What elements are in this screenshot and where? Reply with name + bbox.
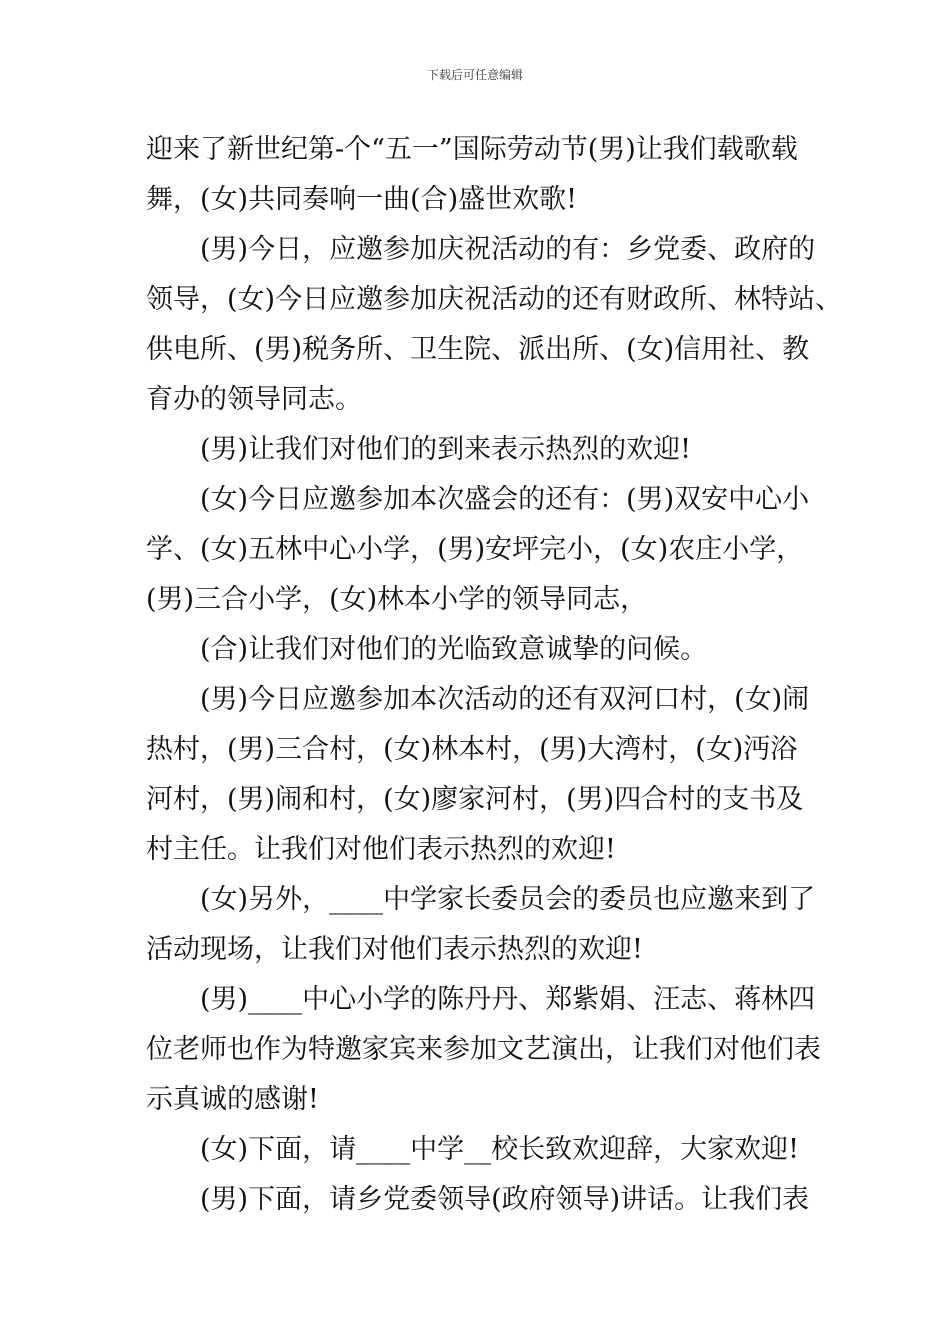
text-line: (女)下面，请____中学__校长致欢迎辞，大家欢迎! xyxy=(200,1134,799,1165)
text-line: 位老师也作为特邀家宾来参加文艺演出，让我们对他们表 xyxy=(146,1034,821,1065)
text-line: (女)另外，____中学家长委员会的委员也应邀来到了 xyxy=(200,884,816,915)
text-line: 学、(女)五林中心小学，(男)安坪完小，(女)农庄小学， xyxy=(146,534,804,565)
text-line: 活动现场，让我们对他们表示热烈的欢迎! xyxy=(146,934,643,965)
text-line: (女)今日应邀参加本次盛会的还有：(男)双安中心小 xyxy=(200,484,810,515)
text-line: 村主任。让我们对他们表示热烈的欢迎! xyxy=(146,834,616,865)
text-line: (合)让我们对他们的光临致意诚挚的问候。 xyxy=(200,634,708,665)
text-line: (男)____中心小学的陈丹丹、郑紫娟、汪志、蒋林四 xyxy=(200,984,816,1015)
text-line: 供电所、(男)税务所、卫生院、派出所、(女)信用社、教 xyxy=(146,334,810,365)
text-line: 热村，(男)三合村，(女)林本村，(男)大湾村，(女)沔浴 xyxy=(146,734,798,765)
text-line: 示真诚的感谢! xyxy=(146,1084,319,1115)
text-line: 迎来了新世纪第-个“五一”国际劳动节(男)让我们载歌载 xyxy=(146,134,798,165)
text-line: 河村，(男)闹和村，(女)廖家河村，(男)四合村的支书及 xyxy=(146,784,804,815)
text-line: (男)今日应邀参加本次活动的还有双河口村，(女)闹 xyxy=(200,684,810,715)
text-line: 育办的领导同志。 xyxy=(146,384,362,415)
text-line: (男)让我们对他们的到来表示热烈的欢迎! xyxy=(200,434,691,465)
page-header-note: 下载后可任意编辑 xyxy=(426,68,523,82)
text-line: (男)今日，应邀参加庆祝活动的有：乡党委、政府的 xyxy=(200,234,816,265)
text-line: 舞，(女)共同奏响一曲(合)盛世欢歌! xyxy=(146,184,577,215)
text-line: (男)下面，请乡党委领导(政府领导)讲话。让我们表 xyxy=(200,1184,810,1215)
document-body xyxy=(146,125,843,1225)
text-line: 领导，(女)今日应邀参加庆祝活动的还有财政所、林特站、 xyxy=(146,284,843,315)
text-line: (男)三合小学，(女)林本小学的领导同志， xyxy=(146,584,648,615)
